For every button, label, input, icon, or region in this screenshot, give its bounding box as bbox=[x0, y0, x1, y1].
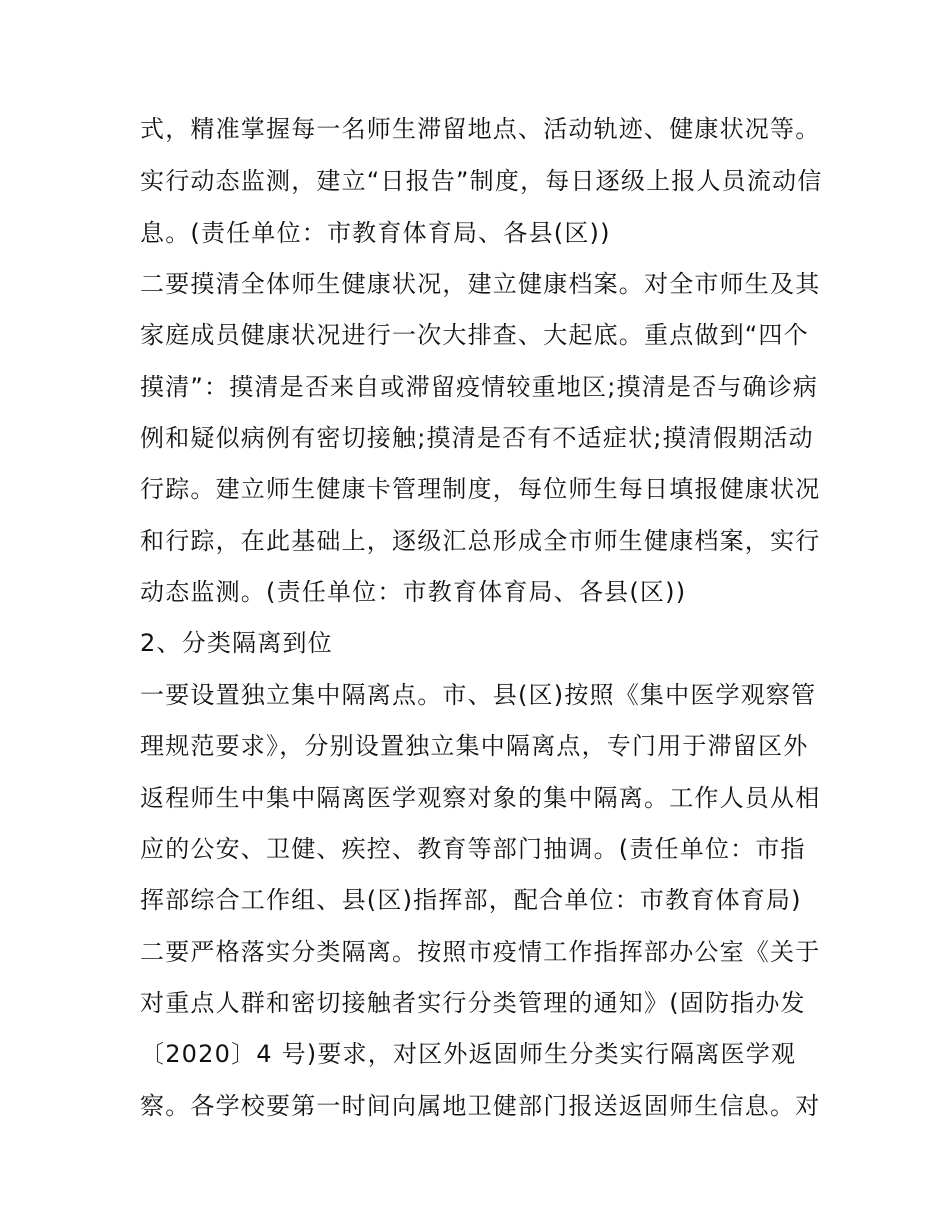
text-line: 返程师生中集中隔离医学观察对象的集中隔离。工作人员从相 bbox=[140, 784, 821, 812]
text-line: 动态监测。(责任单位：市教育体育局、各县(区)) bbox=[140, 578, 687, 606]
text-line: 一要设置独立集中隔离点。市、县(区)按照《集中医学观察管 bbox=[140, 681, 817, 709]
text-line: 例和疑似病例有密切接触;摸清是否有不适症状;摸清假期活动 bbox=[140, 424, 814, 452]
text-line: 实行动态监测，建立“日报告”制度，每日逐级上报人员流动信 bbox=[140, 167, 823, 195]
text-line: 行踪。建立师生健康卡管理制度，每位师生每日填报健康状况 bbox=[140, 475, 821, 503]
text-line: 摸清”：摸清是否来自或滞留疫情较重地区;摸清是否与确诊病 bbox=[140, 373, 819, 401]
text-line: 察。各学校要第一时间向属地卫健部门报送返固师生信息。对 bbox=[140, 1092, 821, 1120]
text-line: 理规范要求》，分别设置独立集中隔离点，专门用于滞留区外 bbox=[140, 732, 809, 760]
text-line: 息。(责任单位：市教育体育局、各县(区)) bbox=[140, 219, 611, 247]
text-line: 家庭成员健康状况进行一次大排查、大起底。重点做到“四个 bbox=[140, 321, 809, 349]
section-heading: 2、分类隔离到位 bbox=[140, 629, 333, 657]
text-line: 和行踪，在此基础上，逐级汇总形成全市师生健康档案，实行 bbox=[140, 527, 821, 555]
text-line: 二要摸清全体师生健康状况，建立健康档案。对全市师生及其 bbox=[140, 270, 821, 298]
text-line: 对重点人群和密切接触者实行分类管理的通知》(固防指办发 bbox=[140, 989, 806, 1017]
text-line: 〔2020〕4 号)要求，对区外返固师生分类实行隔离医学观 bbox=[140, 1040, 797, 1068]
text-line: 挥部综合工作组、县(区)指挥部，配合单位：市教育体育局) bbox=[140, 886, 802, 914]
text-line: 式，精准掌握每一名师生滞留地点、活动轨迹、健康状况等。 bbox=[140, 115, 821, 143]
text-line: 二要严格落实分类隔离。按照市疫情工作指挥部办公室《关于 bbox=[140, 938, 821, 966]
text-line: 应的公安、卫健、疾控、教育等部门抽调。(责任单位：市指 bbox=[140, 835, 806, 863]
